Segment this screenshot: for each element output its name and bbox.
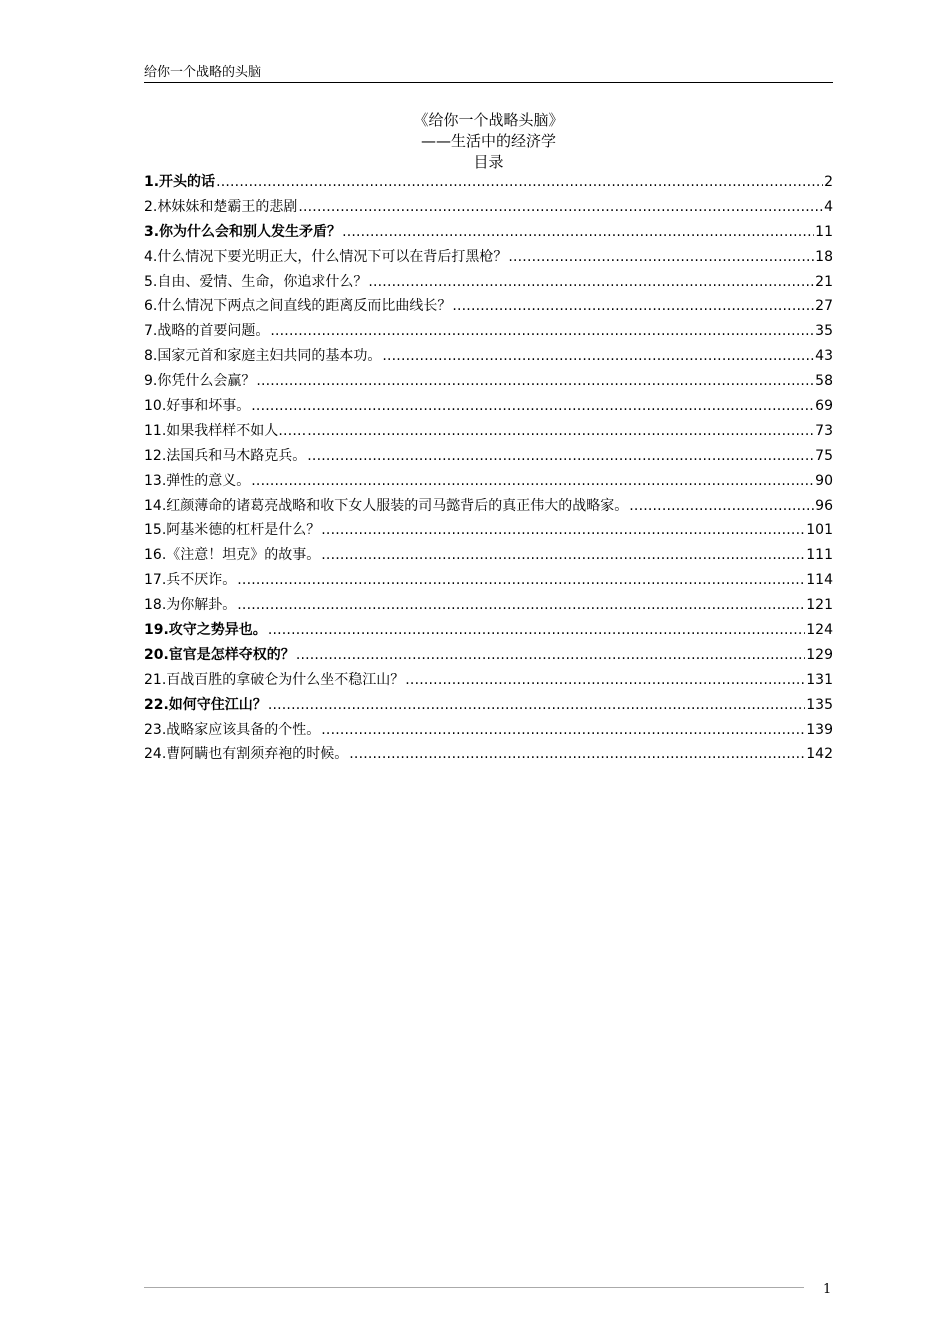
toc-entry-title: 15.阿基米德的杠杆是什么？ <box>144 522 321 539</box>
toc-entry[interactable] <box>144 344 833 369</box>
toc-entry[interactable] <box>144 369 833 394</box>
toc-entry-page: 135 <box>806 696 833 713</box>
toc-entry-title: 8.国家元首和家庭主妇共同的基本功。 <box>144 348 382 365</box>
toc-entry-page: 121 <box>806 597 833 614</box>
toc-entry-title: 22.如何守住江山？ <box>144 696 267 713</box>
toc-dot-leader <box>270 319 814 344</box>
toc-entry-title: 1.开头的话 <box>144 174 216 190</box>
toc-dot-leader <box>268 693 805 718</box>
toc-entry-title: 2.林妹妹和楚霸王的悲剧 <box>144 198 298 215</box>
toc-dot-leader <box>368 270 814 295</box>
toc-entry[interactable] <box>144 444 833 469</box>
toc-entry[interactable] <box>144 469 833 494</box>
toc-dot-leader <box>307 419 814 444</box>
toc-entry-page: 142 <box>806 746 833 763</box>
toc-entry-title: 17.兵不厌诈。 <box>144 572 237 589</box>
toc-entry[interactable] <box>144 270 833 295</box>
toc-entry[interactable] <box>144 195 833 220</box>
toc-entry-title: 14.红颜薄命的诸葛亮战略和收下女人服装的司马懿背后的真正伟大的战略家。 <box>144 497 629 514</box>
toc-entry[interactable] <box>144 568 833 593</box>
toc-entry-page: 2 <box>824 174 833 190</box>
toc-entry[interactable] <box>144 245 833 270</box>
toc-dot-leader <box>629 494 814 519</box>
toc-entry-title: 12.法国兵和马木路克兵。 <box>144 447 307 464</box>
toc-entry-page: 27 <box>815 298 833 315</box>
toc-entry-page: 4 <box>824 198 833 215</box>
toc-entry-page: 18 <box>815 248 833 265</box>
toc-entry-page: 101 <box>806 522 833 539</box>
toc-entry-title: 7.战略的首要问题。 <box>144 323 270 340</box>
toc-entry-page: 43 <box>815 348 833 365</box>
toc-entry-page: 75 <box>815 447 833 464</box>
toc-entry[interactable] <box>144 494 833 519</box>
toc-entry[interactable] <box>144 294 833 319</box>
toc-entry[interactable] <box>144 543 833 568</box>
toc-dot-leader <box>296 643 805 668</box>
toc-dot-leader <box>237 568 805 593</box>
title-block <box>144 110 833 173</box>
toc-entry[interactable] <box>144 220 833 245</box>
toc-entry[interactable] <box>144 618 833 643</box>
toc-entry-title: 18.为你解卦。 <box>144 597 237 614</box>
toc-dot-leader <box>349 742 805 767</box>
toc-entry-title: 5.自由、爱情、生命，你追求什么？ <box>144 273 368 290</box>
toc-entry[interactable] <box>144 518 833 543</box>
toc-dot-leader <box>216 170 823 195</box>
toc-entry[interactable] <box>144 593 833 618</box>
toc-entry-page: 111 <box>806 547 833 564</box>
toc-entry-page: 131 <box>806 671 833 688</box>
toc-entry-title: 21.百战百胜的拿破仑为什么坐不稳江山？ <box>144 671 405 688</box>
toc-entry-title: 6.什么情况下两点之间直线的距离反而比曲线长？ <box>144 298 452 315</box>
toc-dot-leader <box>508 245 814 270</box>
toc-dot-leader <box>307 444 814 469</box>
footer-divider <box>144 1287 804 1288</box>
toc-entry-page: 139 <box>806 721 833 738</box>
toc-entry-title: 24.曹阿瞒也有割须弃袍的时候。 <box>144 746 349 763</box>
toc-dot-leader <box>342 220 814 245</box>
table-of-contents <box>144 170 833 767</box>
page-number: 1 <box>823 1282 832 1297</box>
toc-entry-page: 11 <box>815 223 833 240</box>
document-title: 《给你一个战略头脑》 <box>413 111 564 129</box>
toc-entry-title: 3.你为什么会和别人发生矛盾？ <box>144 223 342 240</box>
document-subtitle: ——生活中的经济学 <box>420 132 556 150</box>
toc-dot-leader <box>256 369 814 394</box>
toc-entry[interactable] <box>144 643 833 668</box>
toc-entry-title: 16.《注意！坦克》的故事。 <box>144 547 321 564</box>
toc-heading: 目录 <box>473 153 504 171</box>
toc-entry-page: 90 <box>815 472 833 489</box>
toc-entry[interactable] <box>144 693 833 718</box>
toc-entry-page: 114 <box>806 572 833 589</box>
toc-entry-title: 23.战略家应该具备的个性。 <box>144 721 321 738</box>
toc-entry-page: 69 <box>815 398 833 415</box>
toc-entry-title: 4.什么情况下要光明正大，什么情况下可以在背后打黑枪？ <box>144 248 508 265</box>
toc-dot-leader <box>452 294 814 319</box>
toc-entry-page: 21 <box>815 273 833 290</box>
toc-entry[interactable] <box>144 718 833 743</box>
toc-entry-page: 124 <box>806 622 833 639</box>
toc-dot-leader <box>321 543 805 568</box>
toc-dot-leader <box>321 518 805 543</box>
toc-entry[interactable] <box>144 419 833 444</box>
toc-entry-title: 13.弹性的意义。 <box>144 472 251 489</box>
toc-entry[interactable] <box>144 319 833 344</box>
toc-entry-title: 9.你凭什么会赢？ <box>144 373 256 390</box>
toc-entry-title: 11.如果我样样不如人…… <box>144 422 307 439</box>
toc-entry-title: 20.宦官是怎样夺权的？ <box>144 646 295 663</box>
toc-entry[interactable] <box>144 394 833 419</box>
toc-dot-leader <box>321 718 805 743</box>
toc-dot-leader <box>251 394 814 419</box>
toc-dot-leader <box>251 469 814 494</box>
toc-entry-title: 10.好事和坏事。 <box>144 398 251 415</box>
toc-entry-page: 35 <box>815 323 833 340</box>
toc-entry[interactable] <box>144 742 833 767</box>
toc-entry[interactable] <box>144 668 833 693</box>
toc-entry-title: 19.攻守之势异也。 <box>144 622 267 639</box>
toc-dot-leader <box>268 618 805 643</box>
toc-entry-page: 58 <box>815 373 833 390</box>
running-header <box>144 64 833 83</box>
toc-entry[interactable] <box>144 170 833 195</box>
toc-entry-page: 129 <box>806 646 833 663</box>
toc-dot-leader <box>405 668 805 693</box>
running-header-title: 给你一个战略的头脑 <box>144 65 262 80</box>
toc-dot-leader <box>237 593 805 618</box>
toc-dot-leader <box>298 195 823 220</box>
toc-entry-page: 73 <box>815 422 833 439</box>
toc-dot-leader <box>382 344 814 369</box>
toc-entry-page: 96 <box>815 497 833 514</box>
